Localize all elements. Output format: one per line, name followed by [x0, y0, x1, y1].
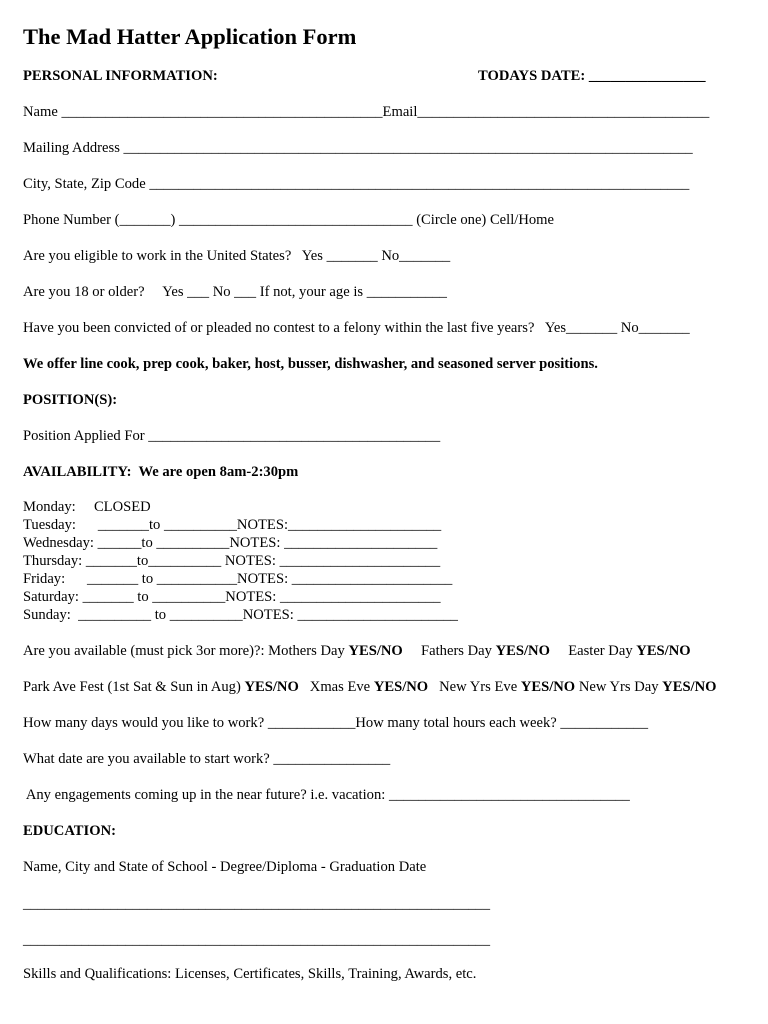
school-label: Name, City and State of School - Degree/Diploma - Graduation Date [23, 859, 427, 875]
availability-heading: AVAILABILITY: We are open 8am-2:30pm [23, 464, 299, 480]
holiday-availability-row-1 [23, 642, 691, 660]
felony-question[interactable]: Have you been convicted of or pleaded no contest to a felony within the last five years? Yes_______ No_______ [23, 320, 690, 336]
fathers-day-label: Fathers Day [402, 643, 496, 659]
xmas-eve-label: Xmas Eve [298, 679, 374, 695]
day-row-tuesday[interactable]: Tuesday: _______to __________NOTES:_____________________ [23, 517, 442, 533]
skills-label: Skills and Qualifications: Licenses, Certificates, Skills, Training, Awards, etc. [23, 966, 477, 982]
form-title: The Mad Hatter Application Form [23, 24, 357, 49]
new-yrs-day-yes-no[interactable]: YES/NO [662, 679, 717, 695]
education-heading: EDUCATION: [23, 823, 116, 839]
day-row-sunday[interactable]: Sunday: __________ to __________NOTES: ______________________ [23, 607, 458, 623]
personal-info-heading: PERSONAL INFORMATION: [23, 68, 218, 84]
positions-offer-text: We offer line cook, prep cook, baker, host, busser, dishwasher, and seasoned server positions. [23, 356, 598, 372]
holiday-availability-row-2 [23, 678, 717, 696]
mothers-day-yes-no[interactable]: YES/NO [348, 643, 403, 659]
days-hours-question[interactable]: How many days would you like to work? ____________How many total hours each week? ____________ [23, 715, 648, 731]
mailing-address-field[interactable]: Mailing Address ______________________________________________________________________________ [23, 140, 693, 156]
phone-field[interactable]: Phone Number (_______) ________________________________ (Circle one) Cell/Home [23, 212, 554, 228]
city-state-zip-field[interactable]: City, State, Zip Code __________________________________________________________________________ [23, 176, 690, 192]
fathers-day-yes-no[interactable]: YES/NO [495, 643, 550, 659]
school-entry-line-2[interactable]: ________________________________________________________________ [23, 932, 490, 948]
day-row-friday[interactable]: Friday: _______ to ___________NOTES: ______________________ [23, 571, 453, 587]
day-row-saturday[interactable]: Saturday: _______ to __________NOTES: ______________________ [23, 589, 441, 605]
xmas-eve-yes-no[interactable]: YES/NO [373, 679, 429, 695]
start-date-question[interactable]: What date are you available to start work? ________________ [23, 751, 391, 767]
park-ave-fest-label: Park Ave Fest (1st Sat & Sun in Aug) [23, 679, 245, 695]
engagements-question[interactable]: Any engagements coming up in the near future? i.e. vacation: _________________________________ [23, 787, 630, 803]
new-yrs-eve-label: New Yrs Eve [428, 679, 521, 695]
easter-day-label: Easter Day [549, 643, 637, 659]
easter-day-yes-no[interactable]: YES/NO [636, 643, 691, 659]
age-question[interactable]: Are you 18 or older? Yes ___ No ___ If not, your age is ___________ [23, 284, 447, 300]
holiday-question-text: Are you available (must pick 3or more)?: Mothers Day [23, 643, 349, 659]
school-entry-line-1[interactable]: ________________________________________________________________ [23, 896, 490, 912]
new-yrs-day-label: New Yrs Day [575, 679, 663, 695]
day-row-thursday[interactable]: Thursday: _______to__________ NOTES: ______________________ [23, 553, 441, 569]
day-row-monday: Monday: CLOSED [23, 499, 151, 515]
day-row-wednesday[interactable]: Wednesday: ______to __________NOTES: _____________________ [23, 535, 438, 551]
park-ave-fest-yes-no[interactable]: YES/NO [244, 679, 299, 695]
positions-heading: POSITION(S): [23, 392, 118, 408]
eligible-question[interactable]: Are you eligible to work in the United States? Yes _______ No_______ [23, 248, 451, 264]
position-applied-field[interactable]: Position Applied For ________________________________________ [23, 428, 441, 444]
new-yrs-eve-yes-no[interactable]: YES/NO [520, 679, 576, 695]
todays-date-field[interactable]: TODAYS DATE: ________________ [478, 68, 706, 84]
name-email-field[interactable]: Name ____________________________________________Email________________________________________ [23, 104, 710, 120]
